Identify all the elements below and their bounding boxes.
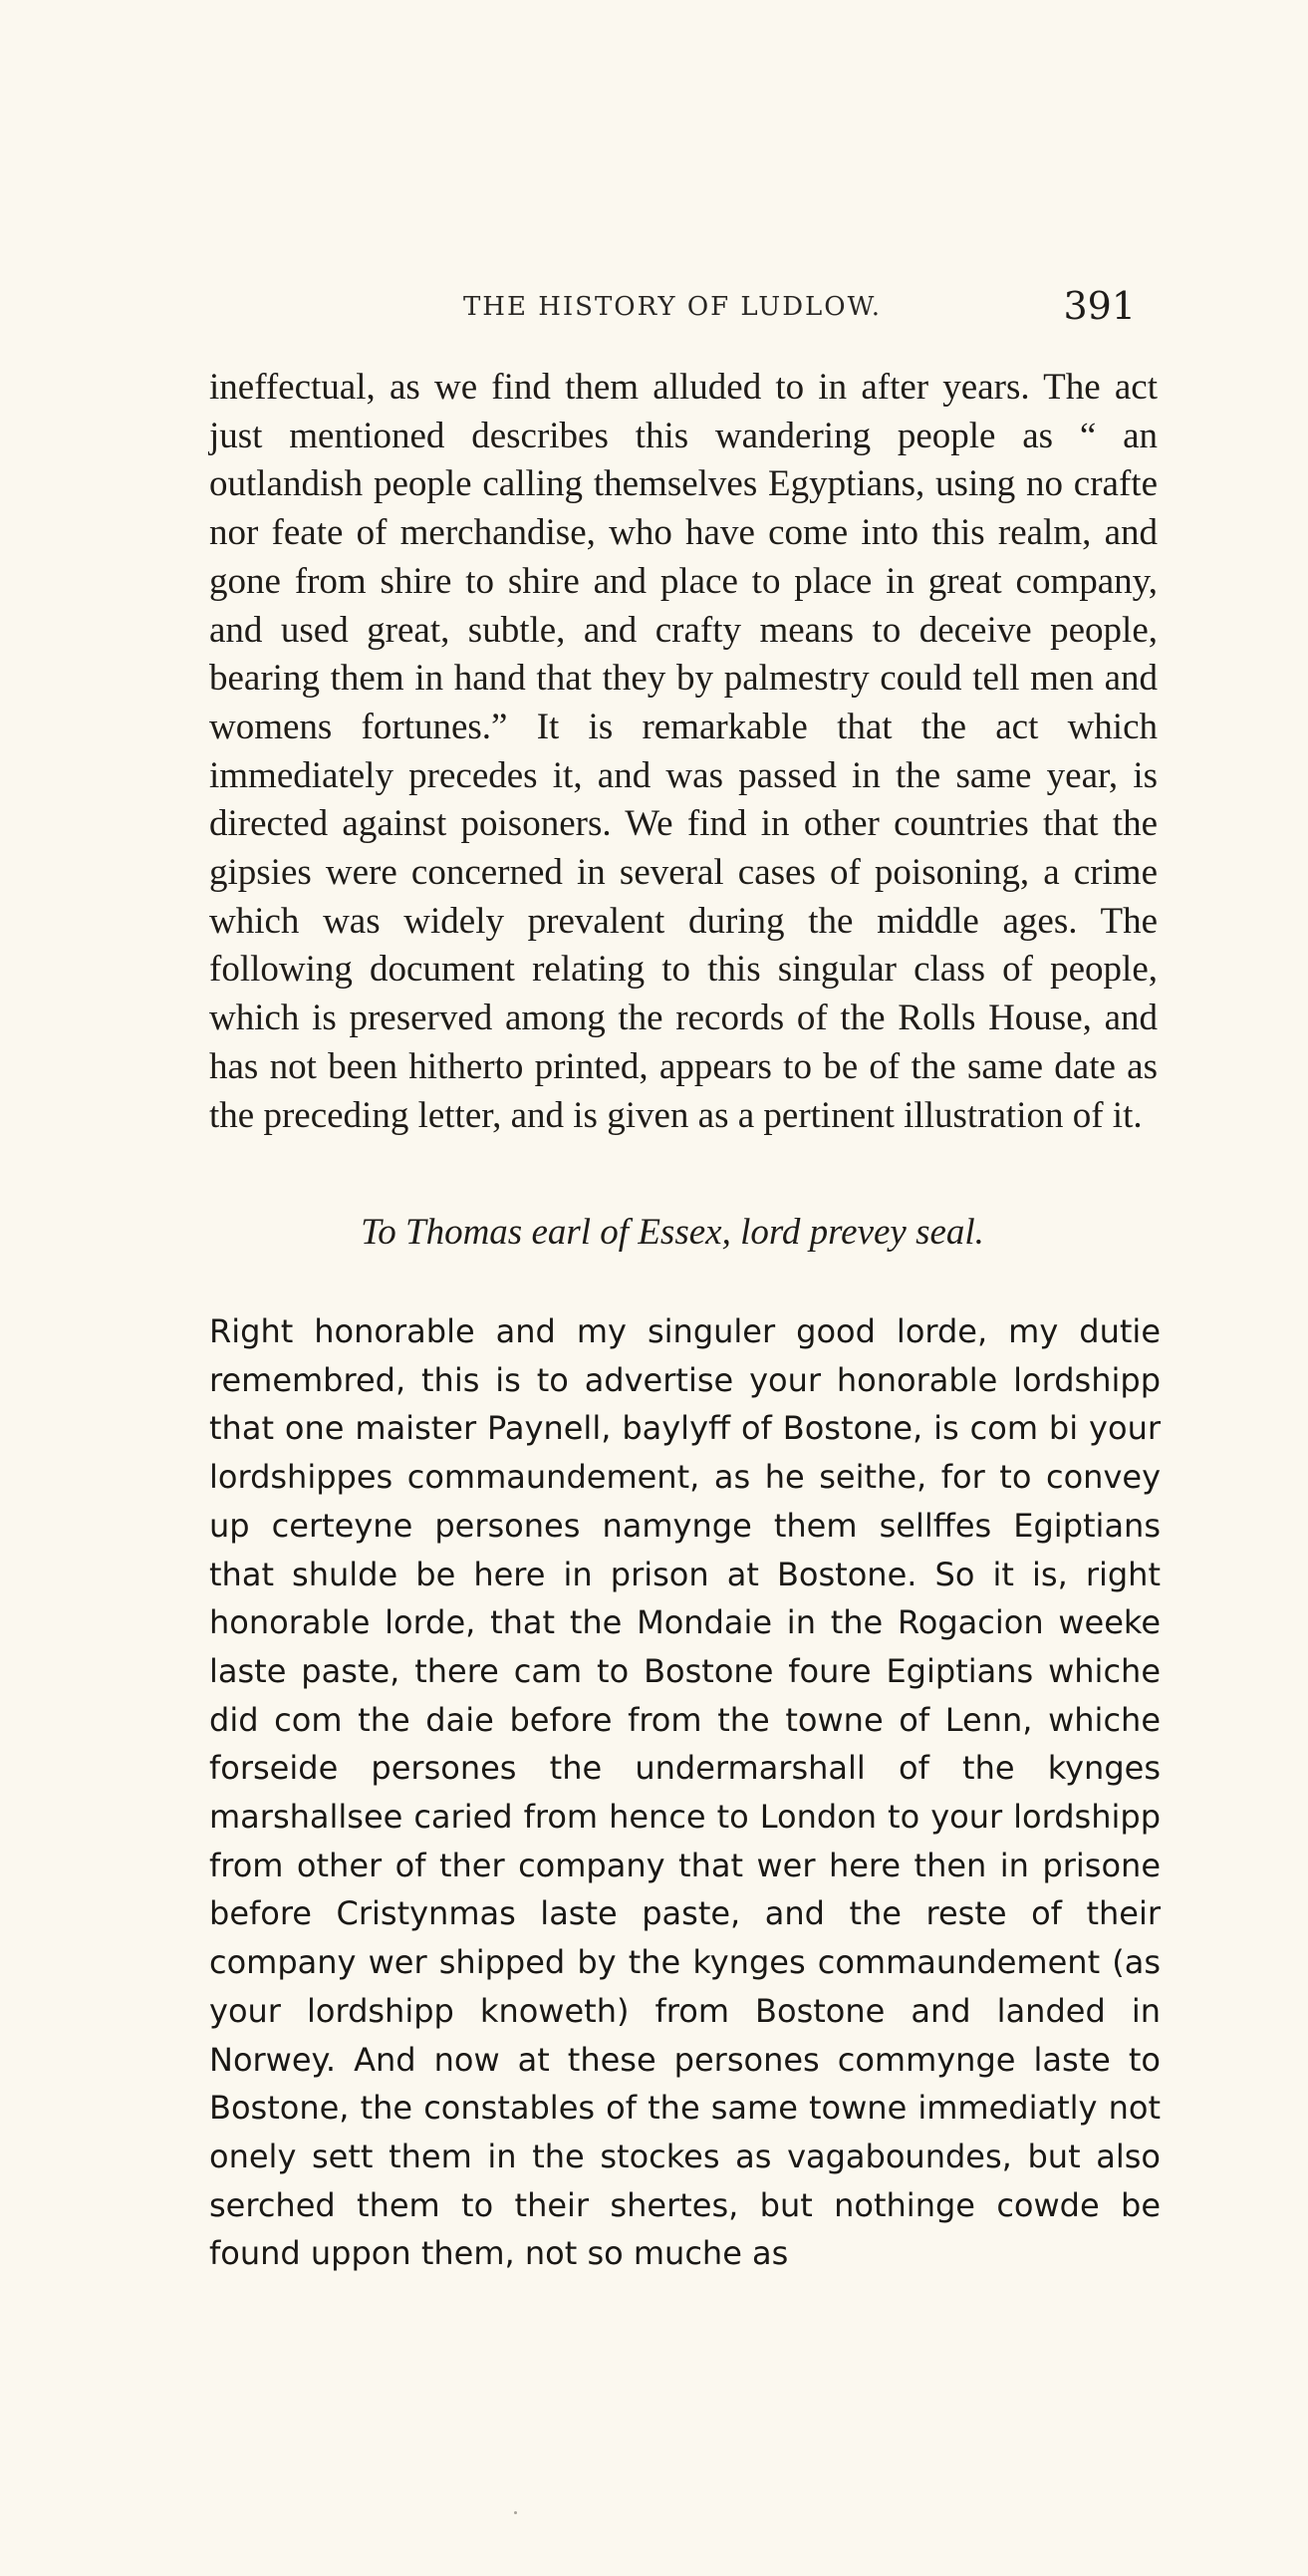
page-number: 391 bbox=[1063, 284, 1136, 328]
letter-heading: To Thomas earl of Essex, lord prevey seal. bbox=[361, 1212, 984, 1253]
letter-text: Right honorable and my singuler good lorde, my dutie remembred, this is to advertise your honorable lordshipp that one maister Paynell, baylyff of Bostone, is com bi your lordshippes commaundement, as he seithe, for to convey up certeyne persones namynge them sellffes Egiptians that shulde be here in prison at Bostone. So it is, right honorable lorde, that the Mondaie in the Rogacion weeke laste paste, there cam to Bostone foure Egiptians whiche did com the daie before from the towne of Lenn, whiche forseide persones the undermarshall of the kynges marshallsee caried from hence to London to your lordshipp from other of ther company that wer here then in prisone before Cristynmas laste paste, and the reste of their company wer shipped by the kynges commaundement (as your lordshipp knoweth) from Bostone and landed in Norwey. And now at these persones commynge laste to Bostone, the constables of the same towne immediatly not onely sett them in the stockes as vagaboundes, but also serched them to their shertes, but nothinge cowde be found uppon them, not so muche as bbox=[209, 1312, 1161, 2273]
paper-speck bbox=[514, 2511, 517, 2514]
running-title: THE HISTORY OF LUDLOW. bbox=[462, 292, 883, 322]
running-header bbox=[209, 284, 1136, 332]
body-paragraph: ineffectual, as we find them alluded to in after years. The act just mentioned describes this wandering people as “ an outlandish people calling themselves Egyptians, using no crafte nor feate of merchandise, who have come into this realm, and gone from shire to shire and place to place in great company, and used great, subtle, and crafty means to deceive people, bearing them in hand that they by palmestry could tell men and womens fortunes.” It is remarkable that the act which immediately precedes it, and was passed in the same year, is directed against poisoners. We find in other countries that the gipsies were concerned in several cases of poisoning, a crime which was widely prevalent during the middle ages. The following document relating to this singular class of people, which is preserved among the records of the Rolls House, and has not been hitherto printed, appears to be of the same date as the preceding letter, and is given as a pertinent illustration of it. bbox=[209, 367, 1158, 1136]
